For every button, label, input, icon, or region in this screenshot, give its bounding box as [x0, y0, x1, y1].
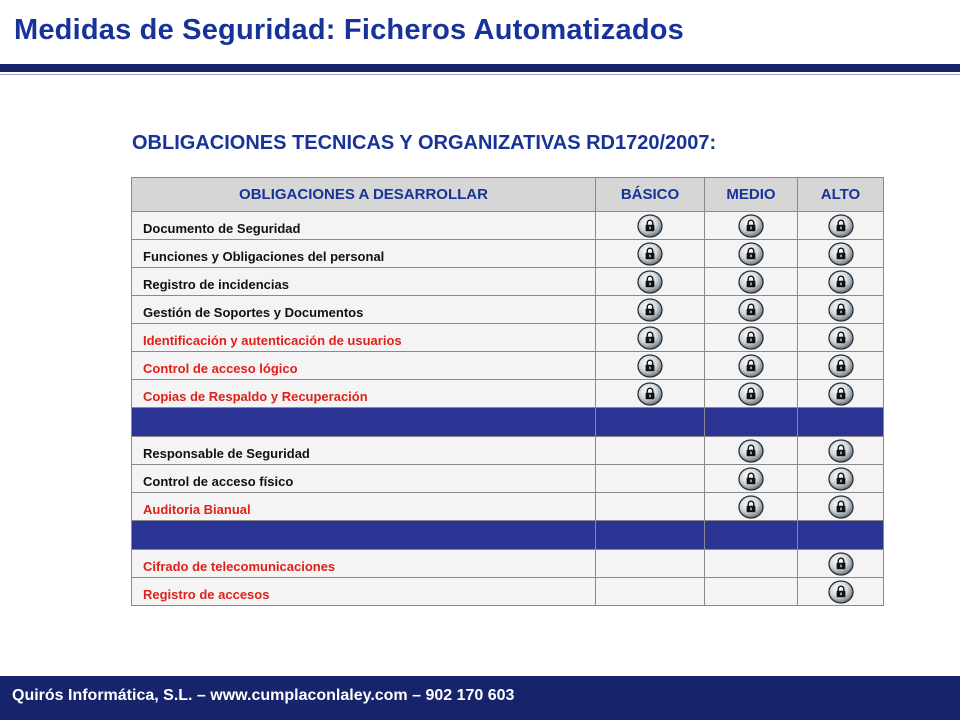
footer-text: Quirós Informática, S.L. – www.cumplaconlaley.com – 902 170 603 [12, 687, 515, 704]
level-cell-basico [596, 380, 705, 408]
obligation-label: Registro de accesos [132, 578, 596, 606]
level-cell-basico [596, 550, 705, 578]
separator-cell [596, 408, 705, 437]
padlock-icon [738, 382, 764, 406]
padlock-icon [828, 354, 854, 378]
padlock-icon [637, 326, 663, 350]
table-row [132, 578, 884, 606]
padlock-icon [828, 382, 854, 406]
table-row [132, 550, 884, 578]
level-cell-medio [705, 324, 798, 352]
obligation-label: Control de acceso lógico [132, 352, 596, 380]
level-cell-basico [596, 465, 705, 493]
padlock-icon [738, 214, 764, 238]
table-row [132, 465, 884, 493]
padlock-icon [637, 298, 663, 322]
level-cell-medio [705, 212, 798, 240]
padlock-icon [828, 214, 854, 238]
padlock-icon [828, 326, 854, 350]
header-obligaciones: OBLIGACIONES A DESARROLLAR [132, 178, 596, 212]
level-cell-basico [596, 212, 705, 240]
table-row [132, 212, 884, 240]
level-cell-medio [705, 240, 798, 268]
padlock-icon [637, 270, 663, 294]
table-row [132, 268, 884, 296]
level-cell-alto [798, 240, 884, 268]
table-row [132, 240, 884, 268]
obligation-label: Control de acceso físico [132, 465, 596, 493]
section-separator-row [132, 408, 884, 437]
padlock-icon [738, 326, 764, 350]
level-cell-basico [596, 268, 705, 296]
obligations-table [131, 177, 884, 606]
header-basico: BÁSICO [596, 178, 705, 212]
separator-cell [705, 521, 798, 550]
table-row [132, 380, 884, 408]
padlock-icon [738, 495, 764, 519]
level-cell-basico [596, 324, 705, 352]
obligation-label: Funciones y Obligaciones del personal [132, 240, 596, 268]
table-header-row [132, 178, 884, 212]
table-row [132, 296, 884, 324]
padlock-icon [637, 382, 663, 406]
header-medio: MEDIO [705, 178, 798, 212]
padlock-icon [738, 270, 764, 294]
padlock-icon [828, 298, 854, 322]
level-cell-alto [798, 324, 884, 352]
table-row [132, 324, 884, 352]
level-cell-alto [798, 437, 884, 465]
level-cell-medio [705, 437, 798, 465]
padlock-icon [828, 439, 854, 463]
level-cell-alto [798, 493, 884, 521]
obligation-label: Gestión de Soportes y Documentos [132, 296, 596, 324]
level-cell-alto [798, 465, 884, 493]
level-cell-alto [798, 268, 884, 296]
padlock-icon [828, 552, 854, 576]
level-cell-alto [798, 578, 884, 606]
level-cell-basico [596, 437, 705, 465]
obligation-label: Cifrado de telecomunicaciones [132, 550, 596, 578]
level-cell-basico [596, 296, 705, 324]
level-cell-medio [705, 268, 798, 296]
padlock-icon [738, 242, 764, 266]
padlock-icon [738, 298, 764, 322]
level-cell-basico [596, 352, 705, 380]
level-cell-alto [798, 212, 884, 240]
padlock-icon [828, 242, 854, 266]
table-row [132, 493, 884, 521]
obligation-label: Responsable de Seguridad [132, 437, 596, 465]
table-body [132, 212, 884, 606]
obligation-label: Identificación y autenticación de usuarios [132, 324, 596, 352]
level-cell-medio [705, 352, 798, 380]
padlock-icon [828, 467, 854, 491]
level-cell-basico [596, 493, 705, 521]
level-cell-alto [798, 352, 884, 380]
level-cell-medio [705, 296, 798, 324]
level-cell-basico [596, 240, 705, 268]
level-cell-medio [705, 493, 798, 521]
padlock-icon [738, 354, 764, 378]
padlock-icon [738, 439, 764, 463]
obligation-label: Copias de Respaldo y Recuperación [132, 380, 596, 408]
table-heading: OBLIGACIONES TECNICAS Y ORGANIZATIVAS RD1720/2007: [132, 132, 717, 154]
title-divider [0, 64, 960, 72]
table-row [132, 352, 884, 380]
separator-cell [596, 521, 705, 550]
level-cell-basico [596, 578, 705, 606]
separator-cell [705, 408, 798, 437]
level-cell-alto [798, 296, 884, 324]
separator-cell [132, 521, 596, 550]
header-alto: ALTO [798, 178, 884, 212]
padlock-icon [828, 495, 854, 519]
obligation-label: Registro de incidencias [132, 268, 596, 296]
padlock-icon [637, 214, 663, 238]
level-cell-medio [705, 465, 798, 493]
level-cell-medio [705, 578, 798, 606]
level-cell-medio [705, 550, 798, 578]
separator-cell [798, 521, 884, 550]
title-divider-thin [0, 74, 960, 75]
padlock-icon [828, 270, 854, 294]
separator-cell [132, 408, 596, 437]
level-cell-alto [798, 550, 884, 578]
padlock-icon [637, 354, 663, 378]
padlock-icon [828, 580, 854, 604]
level-cell-alto [798, 380, 884, 408]
table-row [132, 437, 884, 465]
level-cell-medio [705, 380, 798, 408]
section-separator-row [132, 521, 884, 550]
padlock-icon [637, 242, 663, 266]
obligation-label: Documento de Seguridad [132, 212, 596, 240]
obligation-label: Auditoria Bianual [132, 493, 596, 521]
slide-title: Medidas de Seguridad: Ficheros Automatizados [14, 14, 684, 46]
padlock-icon [738, 467, 764, 491]
separator-cell [798, 408, 884, 437]
